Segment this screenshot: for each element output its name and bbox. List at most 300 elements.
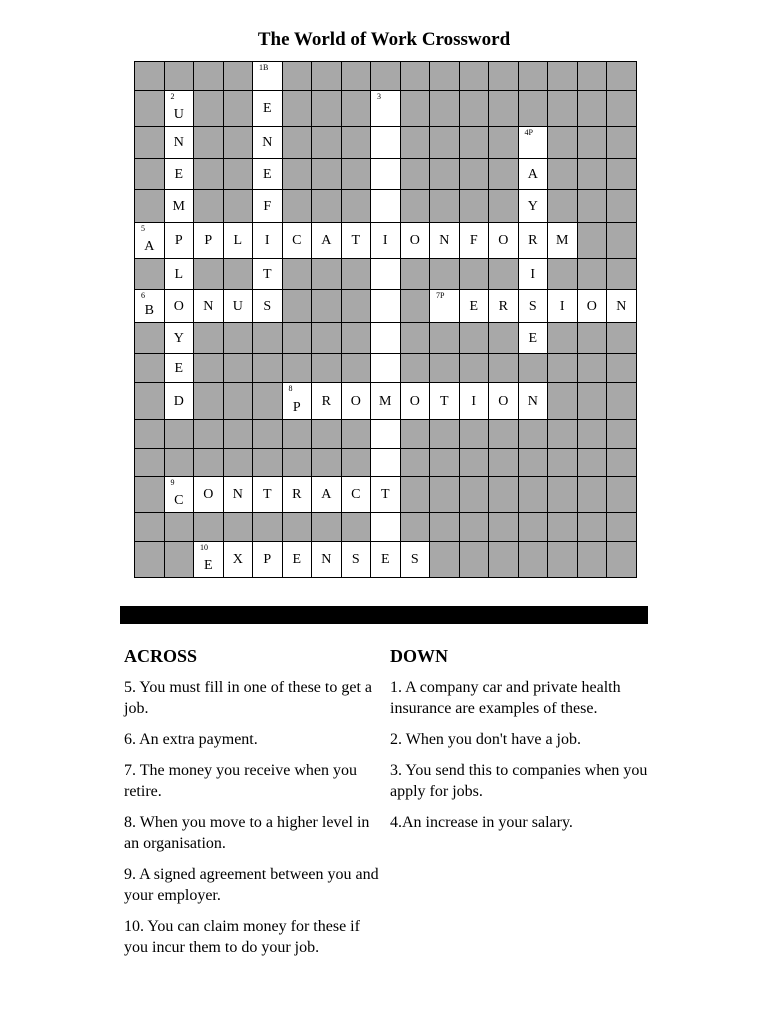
grid-block — [401, 259, 431, 290]
grid-block — [460, 259, 490, 290]
grid-block — [578, 159, 608, 190]
cell-letter: R — [528, 233, 538, 248]
cell-letter: Y — [527, 199, 538, 214]
grid-block — [224, 159, 254, 190]
grid-cell[interactable] — [401, 223, 431, 259]
grid-block — [401, 354, 431, 383]
grid-cell[interactable] — [253, 190, 283, 223]
grid-block — [430, 354, 460, 383]
grid-block — [401, 420, 431, 449]
cell-letter: I — [382, 233, 388, 248]
grid-cell[interactable] — [430, 383, 460, 420]
grid-block — [165, 513, 195, 542]
grid-block — [401, 323, 431, 354]
cell-letter: I — [264, 233, 270, 248]
cell-letter: A — [144, 239, 155, 254]
cell-letter: D — [173, 394, 184, 409]
grid-cell[interactable] — [371, 323, 401, 354]
cell-letter: C — [351, 487, 361, 502]
grid-block — [401, 477, 431, 513]
grid-block — [165, 449, 195, 477]
cell-letter: N — [203, 299, 214, 314]
grid-block — [607, 223, 637, 259]
grid-block — [548, 91, 578, 127]
grid-cell[interactable] — [253, 159, 283, 190]
grid-block — [401, 91, 431, 127]
grid-block — [135, 127, 165, 159]
page-title: The World of Work Crossword — [257, 29, 511, 50]
cell-letter: C — [174, 493, 184, 508]
cell-letter: E — [469, 299, 479, 314]
grid-block — [460, 542, 490, 578]
grid-block — [135, 420, 165, 449]
grid-block — [578, 91, 608, 127]
grid-block — [519, 542, 549, 578]
grid-cell[interactable] — [224, 542, 254, 578]
grid-cell[interactable] — [135, 223, 165, 259]
grid-block — [165, 542, 195, 578]
grid-cell[interactable] — [194, 477, 224, 513]
grid-block — [312, 62, 342, 91]
divider-bar — [120, 606, 648, 624]
grid-block — [548, 477, 578, 513]
grid-cell[interactable] — [342, 383, 372, 420]
grid-block — [607, 190, 637, 223]
grid-cell[interactable] — [519, 223, 549, 259]
cell-letter: A — [321, 487, 332, 502]
grid-block — [519, 62, 549, 91]
grid-cell[interactable] — [371, 513, 401, 542]
grid-block — [578, 323, 608, 354]
grid-block — [430, 420, 460, 449]
cell-letter: U — [173, 107, 184, 122]
cell-letter: E — [262, 101, 272, 116]
grid-block — [548, 62, 578, 91]
grid-block — [430, 449, 460, 477]
grid-block — [607, 477, 637, 513]
grid-cell[interactable] — [430, 290, 460, 323]
grid-block — [489, 542, 519, 578]
grid-block — [253, 323, 283, 354]
grid-block — [194, 62, 224, 91]
grid-cell[interactable] — [253, 259, 283, 290]
across-clue-8: 8. When you move to a higher level in an organisation. — [124, 814, 370, 852]
grid-block — [283, 513, 313, 542]
grid-block — [342, 323, 372, 354]
grid-block — [578, 127, 608, 159]
down-clue-1: 1. A company car and private health insurance are examples of these. — [390, 679, 621, 717]
cell-letter: P — [174, 233, 183, 248]
grid-block — [342, 290, 372, 323]
across-clue-6: 6. An extra payment. — [124, 731, 258, 748]
cell-letter: O — [350, 394, 361, 409]
grid-cell[interactable] — [283, 223, 313, 259]
grid-block — [489, 91, 519, 127]
grid-block — [194, 420, 224, 449]
grid-block — [283, 62, 313, 91]
grid-block — [430, 259, 460, 290]
grid-block — [135, 62, 165, 91]
grid-block — [489, 62, 519, 91]
grid-block — [607, 62, 637, 91]
grid-block — [430, 127, 460, 159]
cell-letter: R — [292, 487, 302, 502]
grid-cell[interactable] — [519, 190, 549, 223]
across-clue-5: 5. You must fill in one of these to get a job. — [124, 679, 372, 717]
grid-block — [194, 383, 224, 420]
cell-letter: C — [292, 233, 302, 248]
grid-cell[interactable] — [519, 159, 549, 190]
grid-block — [342, 259, 372, 290]
grid-block — [430, 62, 460, 91]
grid-cell[interactable] — [342, 542, 372, 578]
grid-block — [401, 127, 431, 159]
cell-letter: O — [498, 394, 509, 409]
grid-cell[interactable] — [165, 354, 195, 383]
grid-block — [460, 323, 490, 354]
grid-block — [578, 62, 608, 91]
grid-block — [312, 449, 342, 477]
grid-cell[interactable] — [371, 127, 401, 159]
cell-letter: O — [203, 487, 214, 502]
grid-cell[interactable] — [489, 383, 519, 420]
clue-number: 9 — [170, 478, 175, 487]
cell-letter: L — [174, 267, 184, 282]
cell-letter: E — [380, 552, 390, 567]
cell-letter: S — [351, 552, 360, 567]
grid-block — [283, 354, 313, 383]
grid-cell[interactable] — [371, 449, 401, 477]
clue-number: 4P — [524, 128, 533, 137]
grid-block — [312, 513, 342, 542]
grid-cell[interactable] — [165, 127, 195, 159]
grid-block — [135, 159, 165, 190]
grid-block — [460, 159, 490, 190]
grid-cell[interactable] — [253, 127, 283, 159]
grid-cell[interactable] — [253, 542, 283, 578]
cell-letter: E — [292, 552, 302, 567]
grid-cell[interactable] — [312, 542, 342, 578]
grid-block — [253, 513, 283, 542]
clue-number: 1B — [259, 63, 269, 72]
cell-letter: E — [174, 167, 184, 182]
cell-letter: N — [321, 552, 332, 567]
grid-cell[interactable] — [312, 477, 342, 513]
grid-block — [548, 383, 578, 420]
grid-block — [548, 420, 578, 449]
grid-block — [312, 259, 342, 290]
cell-letter: S — [410, 552, 419, 567]
cell-letter: L — [233, 233, 243, 248]
cell-letter: T — [262, 487, 272, 502]
grid-block — [548, 542, 578, 578]
grid-block — [578, 383, 608, 420]
grid-block — [578, 542, 608, 578]
grid-block — [607, 513, 637, 542]
cell-letter: X — [232, 552, 243, 567]
grid-block — [135, 513, 165, 542]
grid-block — [548, 190, 578, 223]
grid-block — [342, 354, 372, 383]
grid-block — [460, 477, 490, 513]
grid-block — [578, 190, 608, 223]
grid-cell[interactable] — [548, 290, 578, 323]
cell-letter: Y — [173, 331, 184, 346]
cell-letter: S — [528, 299, 537, 314]
across-heading: ACROSS — [124, 646, 198, 666]
grid-cell[interactable] — [342, 477, 372, 513]
crossword-grid — [134, 61, 637, 578]
grid-block — [489, 420, 519, 449]
grid-block — [194, 190, 224, 223]
grid-block — [283, 323, 313, 354]
grid-block — [283, 159, 313, 190]
grid-cell[interactable] — [312, 383, 342, 420]
grid-cell[interactable] — [430, 223, 460, 259]
grid-block — [607, 449, 637, 477]
down-clue-4: 4.An increase in your salary. — [390, 814, 573, 831]
grid-cell[interactable] — [253, 290, 283, 323]
grid-block — [548, 323, 578, 354]
grid-cell[interactable] — [371, 259, 401, 290]
grid-block — [135, 383, 165, 420]
grid-block — [312, 159, 342, 190]
grid-block — [460, 190, 490, 223]
grid-cell[interactable] — [194, 542, 224, 578]
grid-cell[interactable] — [194, 223, 224, 259]
grid-block — [342, 420, 372, 449]
grid-block — [489, 513, 519, 542]
cell-letter: E — [203, 558, 213, 573]
grid-block — [489, 127, 519, 159]
grid-block — [312, 354, 342, 383]
grid-block — [430, 542, 460, 578]
grid-block — [135, 91, 165, 127]
grid-block — [519, 354, 549, 383]
cell-letter: O — [498, 233, 509, 248]
across-clue-7: 7. The money you receive when you retire. — [124, 762, 357, 800]
down-clue-3: 3. You send this to companies when you apply for jobs. — [390, 762, 648, 800]
grid-cell[interactable] — [371, 223, 401, 259]
grid-cell[interactable] — [489, 223, 519, 259]
grid-block — [342, 159, 372, 190]
grid-block — [342, 513, 372, 542]
grid-block — [283, 190, 313, 223]
cell-letter: E — [262, 167, 272, 182]
grid-block — [283, 259, 313, 290]
grid-cell[interactable] — [165, 159, 195, 190]
grid-cell[interactable] — [253, 62, 283, 91]
grid-cell[interactable] — [371, 420, 401, 449]
grid-block — [607, 259, 637, 290]
grid-block — [312, 91, 342, 127]
grid-block — [342, 127, 372, 159]
grid-block — [283, 449, 313, 477]
grid-cell[interactable] — [165, 223, 195, 259]
grid-cell[interactable] — [548, 223, 578, 259]
grid-block — [342, 62, 372, 91]
grid-block — [548, 159, 578, 190]
grid-cell[interactable] — [283, 383, 313, 420]
grid-cell[interactable] — [253, 223, 283, 259]
cell-letter: N — [616, 299, 627, 314]
grid-block — [253, 354, 283, 383]
grid-cell[interactable] — [342, 223, 372, 259]
grid-block — [194, 513, 224, 542]
grid-block — [312, 290, 342, 323]
cell-letter: N — [173, 135, 184, 150]
grid-cell[interactable] — [194, 290, 224, 323]
grid-block — [460, 420, 490, 449]
grid-cell[interactable] — [224, 223, 254, 259]
grid-block — [283, 420, 313, 449]
grid-cell[interactable] — [283, 542, 313, 578]
grid-block — [165, 420, 195, 449]
cell-letter: A — [527, 167, 538, 182]
grid-block — [578, 513, 608, 542]
grid-block — [224, 383, 254, 420]
grid-block — [607, 323, 637, 354]
grid-cell[interactable] — [253, 477, 283, 513]
grid-cell[interactable] — [371, 383, 401, 420]
grid-cell[interactable] — [371, 190, 401, 223]
cell-letter: N — [262, 135, 273, 150]
clue-number: 6 — [141, 291, 145, 300]
grid-block — [194, 127, 224, 159]
cell-letter: F — [263, 199, 272, 214]
grid-cell[interactable] — [165, 290, 195, 323]
grid-cell[interactable] — [165, 259, 195, 290]
grid-block — [460, 62, 490, 91]
grid-cell[interactable] — [401, 542, 431, 578]
cell-letter: I — [559, 299, 565, 314]
grid-cell[interactable] — [371, 477, 401, 513]
grid-block — [401, 513, 431, 542]
across-clue-9: 9. A signed agreement between you and your employer. — [124, 866, 379, 904]
grid-cell[interactable] — [519, 127, 549, 159]
grid-cell[interactable] — [519, 290, 549, 323]
grid-block — [135, 190, 165, 223]
grid-block — [489, 259, 519, 290]
clue-number: 3 — [377, 92, 381, 101]
grid-block — [607, 383, 637, 420]
grid-cell[interactable] — [165, 477, 195, 513]
grid-cell[interactable] — [165, 190, 195, 223]
grid-block — [283, 127, 313, 159]
grid-cell[interactable] — [519, 323, 549, 354]
grid-block — [371, 62, 401, 91]
grid-block — [312, 323, 342, 354]
grid-cell[interactable] — [371, 159, 401, 190]
grid-block — [194, 354, 224, 383]
grid-block — [283, 290, 313, 323]
grid-cell[interactable] — [460, 290, 490, 323]
cell-letter: T — [262, 267, 272, 282]
grid-block — [548, 449, 578, 477]
grid-block — [578, 449, 608, 477]
grid-block — [135, 354, 165, 383]
grid-cell[interactable] — [371, 354, 401, 383]
grid-cell[interactable] — [312, 223, 342, 259]
grid-block — [312, 190, 342, 223]
grid-block — [607, 542, 637, 578]
grid-cell[interactable] — [607, 290, 637, 323]
cell-letter: E — [174, 361, 184, 376]
grid-cell[interactable] — [283, 477, 313, 513]
grid-block — [578, 477, 608, 513]
grid-block — [224, 420, 254, 449]
grid-block — [312, 420, 342, 449]
grid-cell[interactable] — [489, 290, 519, 323]
grid-cell[interactable] — [165, 383, 195, 420]
cell-letter: O — [586, 299, 597, 314]
grid-block — [135, 323, 165, 354]
grid-cell[interactable] — [165, 323, 195, 354]
cell-letter: T — [380, 487, 390, 502]
grid-block — [224, 91, 254, 127]
grid-block — [224, 449, 254, 477]
grid-block — [607, 420, 637, 449]
cell-letter: P — [263, 552, 272, 567]
grid-block — [489, 159, 519, 190]
grid-block — [224, 513, 254, 542]
grid-cell[interactable] — [578, 290, 608, 323]
grid-block — [253, 449, 283, 477]
grid-cell[interactable] — [460, 223, 490, 259]
grid-block — [224, 259, 254, 290]
grid-block — [489, 190, 519, 223]
cell-letter: I — [530, 267, 536, 282]
grid-block — [519, 420, 549, 449]
grid-block — [489, 477, 519, 513]
grid-cell[interactable] — [165, 91, 195, 127]
grid-block — [194, 159, 224, 190]
grid-cell[interactable] — [519, 383, 549, 420]
across-clue-10: 10. You can claim money for these if you incur them to do your job. — [124, 918, 360, 956]
grid-cell[interactable] — [253, 91, 283, 127]
cell-letter: O — [173, 299, 184, 314]
grid-block — [194, 259, 224, 290]
grid-cell[interactable] — [224, 290, 254, 323]
grid-block — [401, 62, 431, 91]
grid-block — [194, 91, 224, 127]
grid-cell[interactable] — [371, 290, 401, 323]
grid-cell[interactable] — [519, 259, 549, 290]
grid-cell[interactable] — [224, 477, 254, 513]
grid-cell[interactable] — [371, 91, 401, 127]
grid-block — [607, 159, 637, 190]
grid-block — [224, 190, 254, 223]
grid-cell[interactable] — [371, 542, 401, 578]
grid-block — [342, 449, 372, 477]
grid-block — [401, 190, 431, 223]
grid-block — [224, 62, 254, 91]
grid-cell[interactable] — [460, 383, 490, 420]
grid-block — [607, 127, 637, 159]
cell-letter: S — [263, 299, 272, 314]
across-clues — [124, 646, 384, 968]
cell-letter: M — [556, 233, 569, 248]
grid-cell[interactable] — [135, 290, 165, 323]
cell-letter: F — [469, 233, 478, 248]
grid-block — [607, 91, 637, 127]
cell-letter: R — [321, 394, 331, 409]
grid-block — [460, 91, 490, 127]
grid-cell[interactable] — [401, 383, 431, 420]
cell-letter: R — [498, 299, 508, 314]
grid-block — [578, 420, 608, 449]
grid-block — [165, 62, 195, 91]
